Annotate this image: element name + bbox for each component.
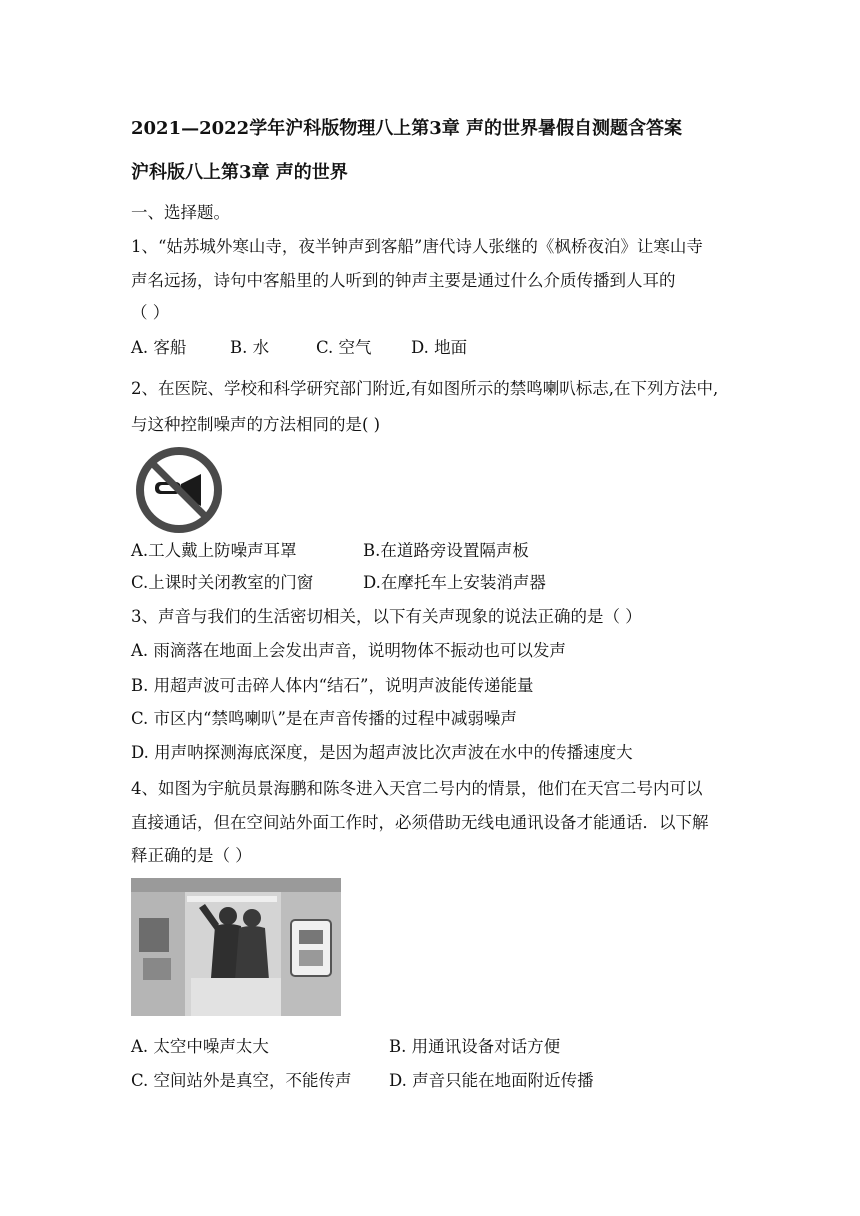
- chapter-title: 沪科版八上第3章 声的世界: [131, 162, 348, 183]
- q2-text-line1: 2、在医院、学校和科学研究部门附近,有如图所示的禁鸣喇叭标志,在下列方法中,: [131, 379, 719, 398]
- q3-option-d: D. 用声呐探测海底深度，是因为超声波比次声波在水中的传播速度大: [131, 743, 633, 762]
- q1-option-d: D. 地面: [411, 338, 468, 357]
- astronauts-photo: [131, 878, 341, 1016]
- document-title: 2021—2022学年沪科版物理八上第3章 声的世界暑假自测题含答案: [131, 118, 682, 139]
- q2-option-a: A.工人戴上防噪声耳罩: [131, 541, 297, 560]
- section-heading: 一、选择题。: [131, 203, 230, 222]
- no-horn-sign-icon: [135, 446, 223, 534]
- q2-text-line2: 与这种控制噪声的方法相同的是( ): [131, 415, 381, 434]
- q1-text-line3: （ ）: [131, 303, 170, 322]
- q1-option-a: A. 客船: [131, 338, 187, 357]
- q4-option-b: B. 用通讯设备对话方便: [389, 1037, 561, 1056]
- q4-text-line2: 直接通话，但在空间站外面工作时，必须借助无线电通讯设备才能通话．以下解: [131, 813, 709, 832]
- q3-text-line1: 3、声音与我们的生活密切相关，以下有关声现象的说法正确的是（ ）: [131, 607, 642, 626]
- q2-option-b: B.在道路旁设置隔声板: [363, 541, 529, 560]
- q4-option-a: A. 太空中噪声太大: [131, 1037, 269, 1056]
- q3-option-c: C. 市区内“禁鸣喇叭”是在声音传播的过程中减弱噪声: [131, 709, 517, 728]
- q1-text-line1: 1、“姑苏城外寒山寺，夜半钟声到客船”唐代诗人张继的《枫桥夜泊》让寒山寺: [131, 237, 703, 256]
- q4-option-d: D. 声音只能在地面附近传播: [389, 1071, 594, 1090]
- q4-option-c: C. 空间站外是真空，不能传声: [131, 1071, 352, 1090]
- q4-text-line3: 释正确的是（ ）: [131, 846, 252, 865]
- q3-option-a: A. 雨滴落在地面上会发出声音，说明物体不振动也可以发声: [131, 641, 566, 660]
- q1-option-c: C. 空气: [316, 338, 372, 357]
- q2-option-c: C.上课时关闭教室的门窗: [131, 573, 314, 592]
- q1-option-b: B. 水: [230, 338, 270, 357]
- q1-text-line2: 声名远扬，诗句中客船里的人听到的钟声主要是通过什么介质传播到人耳的: [131, 271, 676, 290]
- q3-option-b: B. 用超声波可击碎人体内“结石”，说明声波能传递能量: [131, 676, 534, 695]
- q4-text-line1: 4、如图为宇航员景海鹏和陈冬进入天宫二号内的情景，他们在天宫二号内可以: [131, 779, 703, 798]
- q2-option-d: D.在摩托车上安装消声器: [363, 573, 546, 592]
